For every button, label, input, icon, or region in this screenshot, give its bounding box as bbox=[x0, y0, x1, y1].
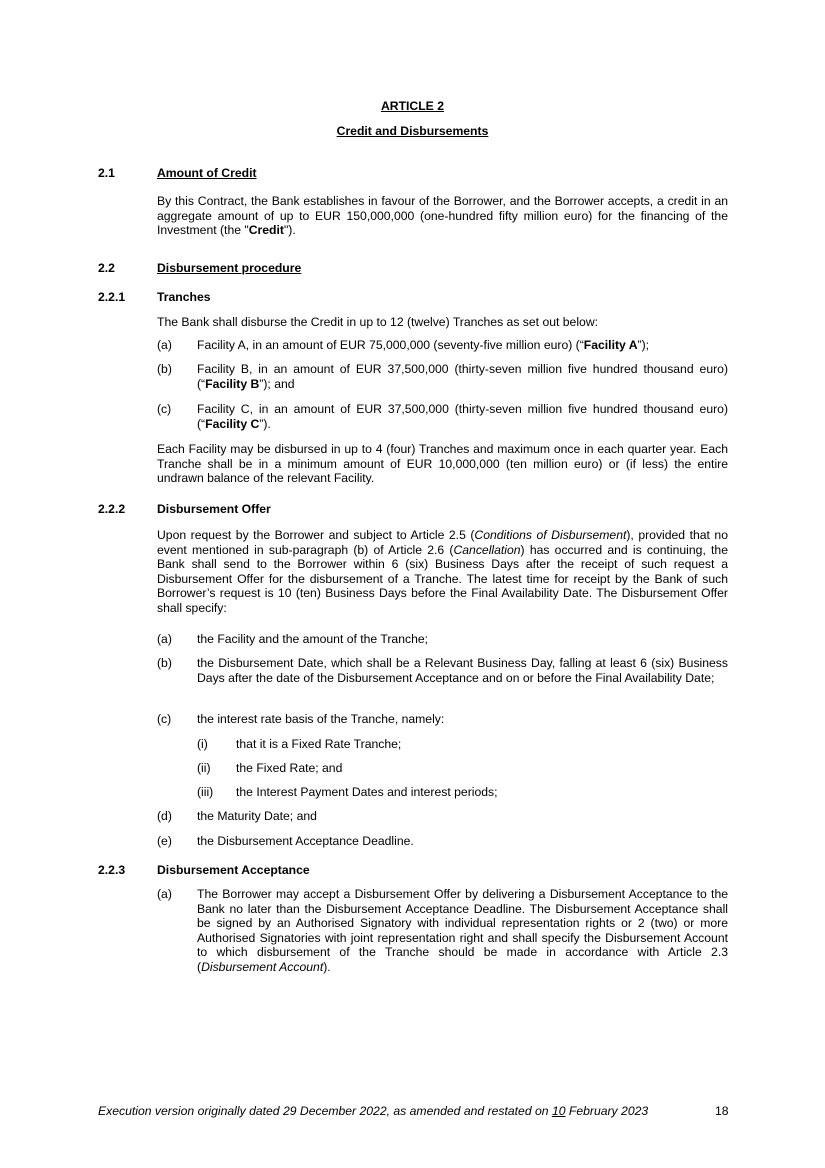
section-heading-2-1: Amount of Credit bbox=[157, 166, 257, 180]
section-heading-2-2-3: Disbursement Acceptance bbox=[157, 863, 310, 877]
list-label: (a) bbox=[157, 338, 172, 352]
sub-list-item: the Fixed Rate; and bbox=[236, 761, 343, 775]
list-item: The Borrower may accept a Disbursement Offer by delivering a Disbursement Acceptance to the Bank no later than the Disbursement Acceptance Deadline. The Disbursement Acceptance shall be signed by an Authorised Signatory with individual representation rights or 2 (two) or more Authorised Signatories with joint representation right and shall specify the Disbursement Account to which disbursement of the Tranche should be made in accordance with Article 2.3 (Disbursement Account). bbox=[197, 887, 728, 974]
page-footer: Execution version originally dated 29 December 2022, as amended and restated on 10 February 2023 bbox=[98, 1104, 649, 1118]
section-2-2-2-body: Upon request by the Borrower and subject to Article 2.5 (Conditions of Disbursement), provided that no event mentioned in sub-paragraph (b) of Article 2.6 (Cancellation) has occurred and is continuing, the Bank shall send to the Borrower within 6 (six) Business Days after the receipt of such request a Disbursement Offer for the disbursement of a Tranche. The latest time for receipt by the Bank of such Borrower’s request is 10 (ten) Business Days before the Final Availability Date. The Disbursement Offer shall specify: bbox=[157, 528, 728, 615]
section-heading-2-2-1: Tranches bbox=[157, 290, 211, 304]
sub-list-label: (ii) bbox=[197, 761, 211, 775]
list-item: the Facility and the amount of the Tranche; bbox=[197, 632, 429, 646]
list-label: (c) bbox=[157, 402, 172, 416]
list-label: (b) bbox=[157, 656, 172, 670]
list-item: Facility C, in an amount of EUR 37,500,000 (thirty-seven million five hundred thousand euro) (“Facility C”). bbox=[197, 402, 728, 431]
section-number-2-2-1: 2.2.1 bbox=[98, 290, 126, 304]
footer-day: 10 bbox=[551, 1104, 566, 1118]
list-item: the Disbursement Acceptance Deadline. bbox=[197, 834, 414, 848]
section-heading-2-2: Disbursement procedure bbox=[157, 261, 302, 275]
section-number-2-1: 2.1 bbox=[98, 166, 115, 180]
article-title: ARTICLE 2 bbox=[381, 99, 444, 113]
section-2-2-1-closing: Each Facility may be disbursed in up to 4 (four) Tranches and maximum once in each quarter year. Each Tranche shall be in a minimum amount of EUR 10,000,000 (ten million euro) or (if less) the entire undrawn balance of the relevant Facility. bbox=[157, 442, 728, 486]
page-number: 18 bbox=[715, 1104, 729, 1118]
list-label: (a) bbox=[157, 887, 172, 901]
list-label: (c) bbox=[157, 712, 172, 726]
list-label: (e) bbox=[157, 834, 172, 848]
sub-list-label: (iii) bbox=[197, 785, 214, 799]
article-subtitle: Credit and Disbursements bbox=[336, 124, 489, 138]
section-number-2-2-2: 2.2.2 bbox=[98, 502, 126, 516]
sub-list-label: (i) bbox=[197, 737, 208, 751]
list-item: Facility B, in an amount of EUR 37,500,000 (thirty-seven million five hundred thousand euro) (“Facility B”); and bbox=[197, 362, 728, 391]
section-number-2-2: 2.2 bbox=[98, 261, 115, 275]
list-item: the Maturity Date; and bbox=[197, 809, 317, 823]
sub-list-item: that it is a Fixed Rate Tranche; bbox=[236, 737, 402, 751]
list-label: (a) bbox=[157, 632, 172, 646]
section-2-2-1-intro: The Bank shall disburse the Credit in up to 12 (twelve) Tranches as set out below: bbox=[157, 315, 599, 329]
list-item: Facility A, in an amount of EUR 75,000,000 (seventy-five million euro) (“Facility A”); bbox=[197, 338, 650, 352]
list-item: the interest rate basis of the Tranche, namely: bbox=[197, 712, 445, 726]
list-label: (d) bbox=[157, 809, 172, 823]
section-heading-2-2-2: Disbursement Offer bbox=[157, 502, 271, 516]
list-label: (b) bbox=[157, 362, 172, 376]
section-number-2-2-3: 2.2.3 bbox=[98, 863, 126, 877]
sub-list-item: the Interest Payment Dates and interest periods; bbox=[236, 785, 498, 799]
section-2-1-body: By this Contract, the Bank establishes in favour of the Borrower, and the Borrower accepts, a credit in an aggregate amount of up to EUR 150,000,000 (one-hundred fifty million euro) for the financing of the Investment (the "Credit"). bbox=[157, 194, 728, 238]
list-item: the Disbursement Date, which shall be a Relevant Business Day, falling at least 6 (six) Business Days after the date of the Disbursement Acceptance and on or before the Final Availability Date; bbox=[197, 656, 728, 685]
